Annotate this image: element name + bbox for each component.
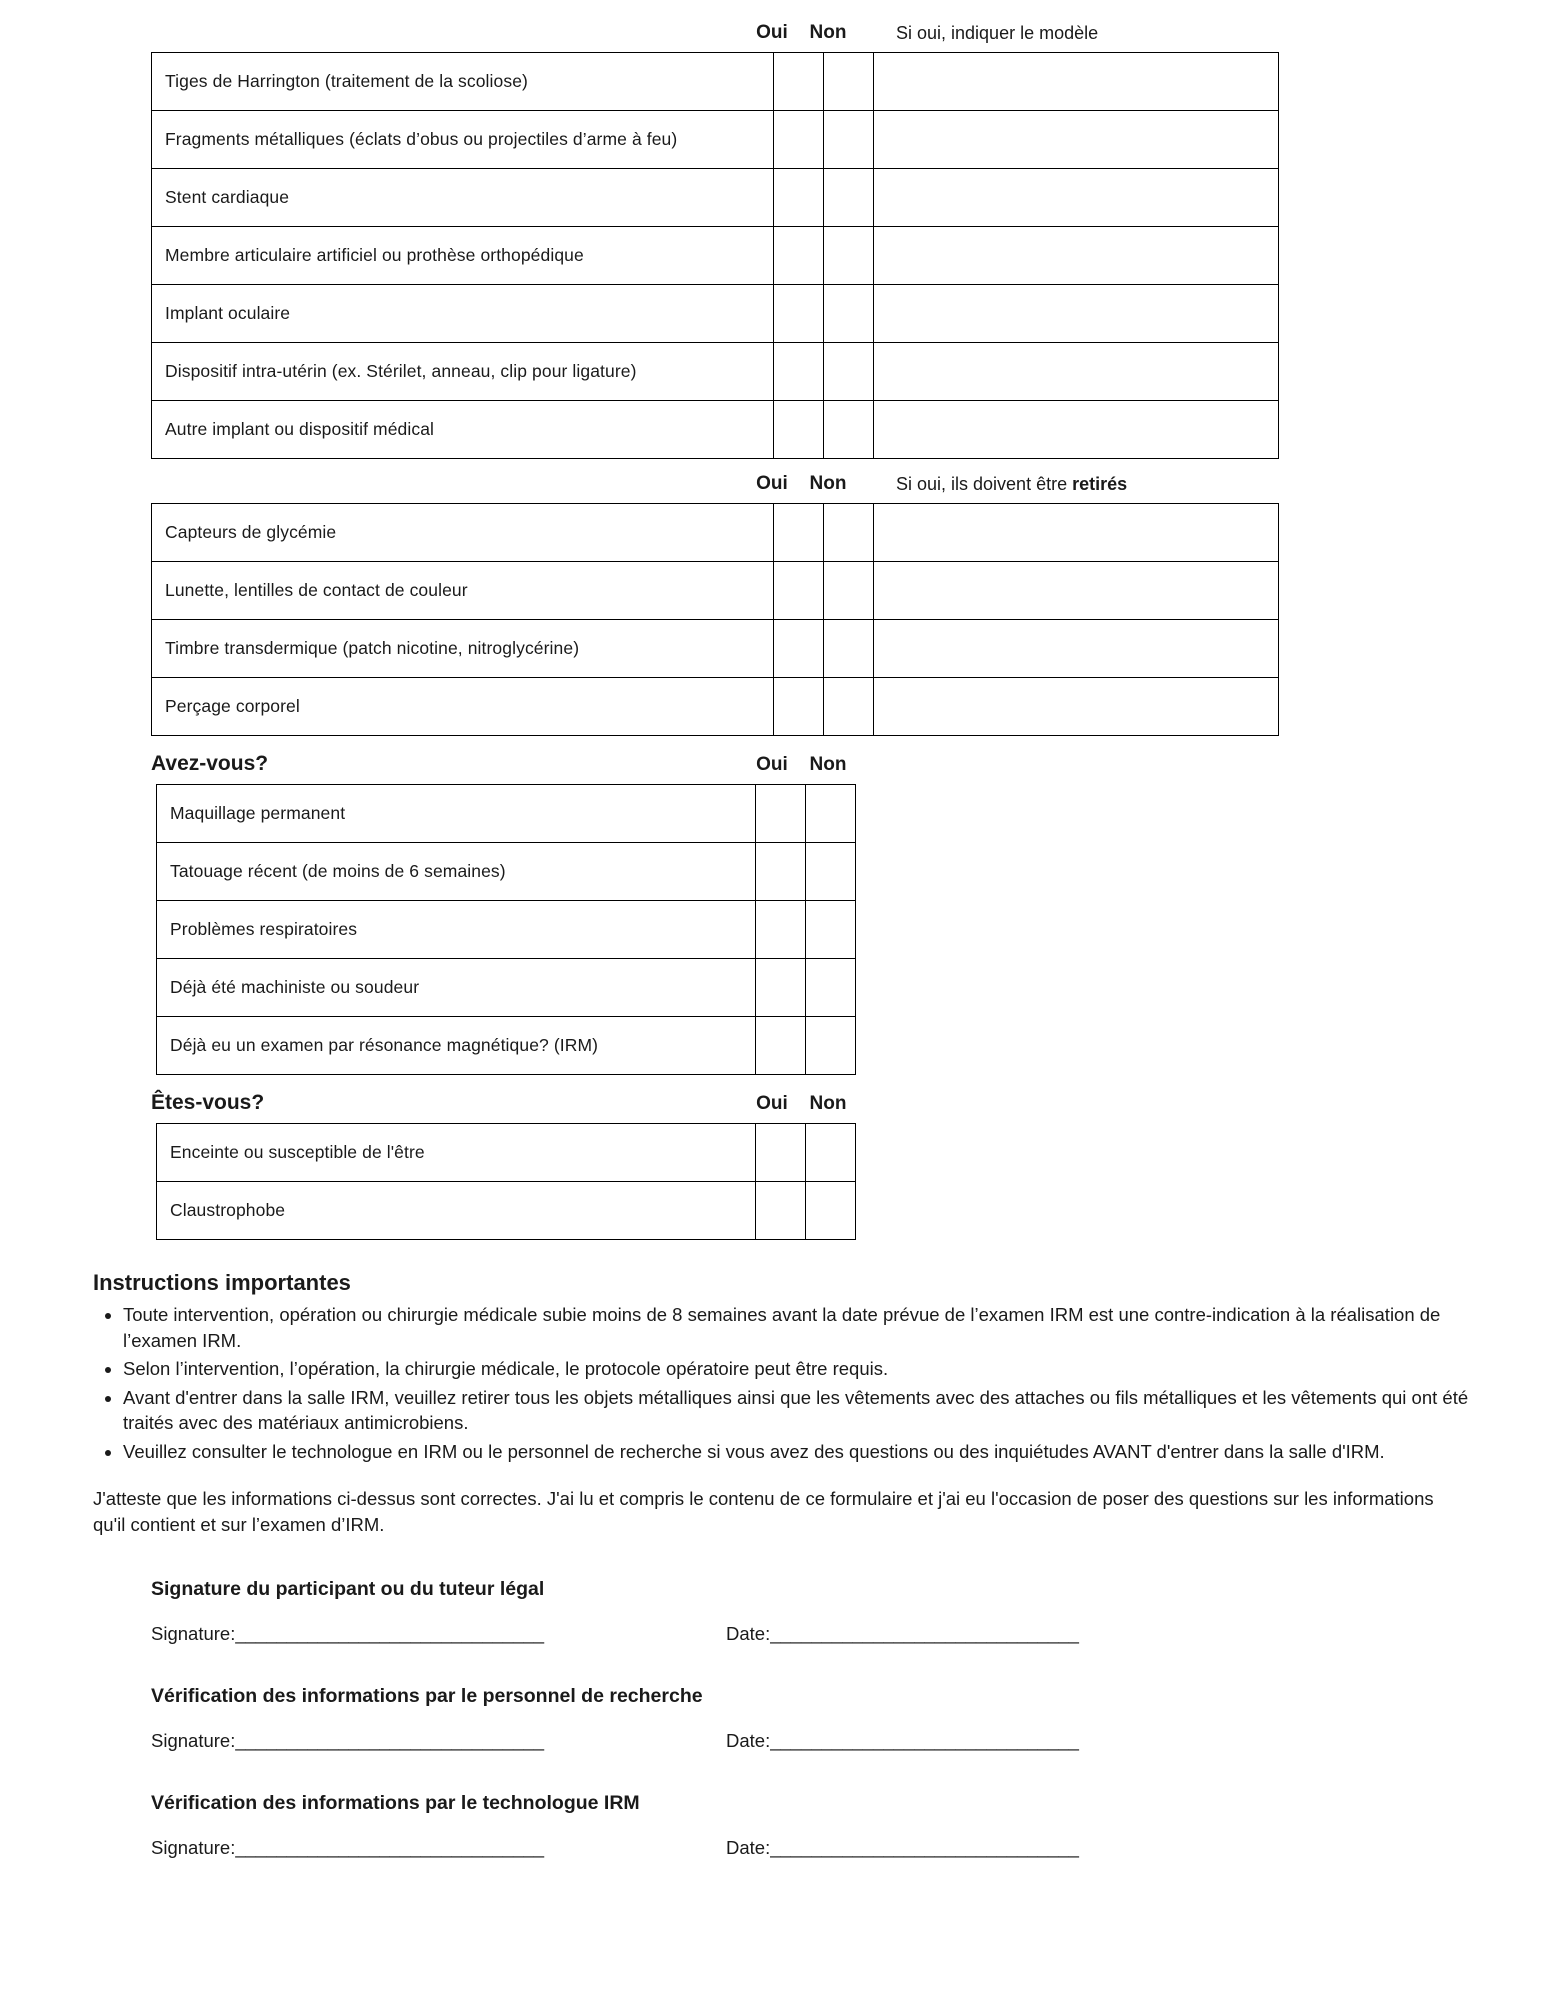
removal-note-emphasis: retirés [1072,474,1128,494]
date-blank-line: ______________________________ [770,1622,1079,1644]
table-row [152,285,1279,343]
checkbox-cell-non[interactable] [806,1017,856,1075]
checkbox-cell-non[interactable] [806,1124,856,1182]
avez-vous-table-body [157,785,856,1075]
model-input-cell[interactable] [874,53,1279,111]
table-row [152,343,1279,401]
removable-items-table [151,503,1279,736]
model-input-cell[interactable] [874,285,1279,343]
row-label: Stent cardiaque [152,169,774,227]
table-row [157,785,856,843]
checkbox-cell-non[interactable] [824,111,874,169]
checkbox-cell-oui[interactable] [756,785,806,843]
row-label: Implant oculaire [152,285,774,343]
signature-label: Signature: [151,1622,236,1644]
participant-date-field[interactable] [726,1623,1079,1645]
checkbox-cell-oui[interactable] [774,678,824,736]
checkbox-cell-non[interactable] [824,53,874,111]
detail-input-cell[interactable] [874,504,1279,562]
model-input-cell[interactable] [874,343,1279,401]
checkbox-cell-oui[interactable] [774,285,824,343]
checkbox-cell-non[interactable] [806,785,856,843]
participant-signature-field[interactable] [151,1623,726,1645]
table-row [152,227,1279,285]
checkbox-cell-oui[interactable] [774,401,824,459]
etes-vous-table-body [157,1124,856,1240]
technologist-signature-field[interactable] [151,1837,726,1859]
table-row [152,111,1279,169]
table-row [157,1017,856,1075]
row-label: Enceinte ou susceptible de l'être [157,1124,756,1182]
table-row [157,959,856,1017]
checkbox-cell-non[interactable] [824,401,874,459]
detail-input-cell[interactable] [874,562,1279,620]
removable-items-table-body [152,504,1279,736]
checkbox-cell-oui[interactable] [756,959,806,1017]
signature-blank-line: ______________________________ [235,1836,545,1858]
signature-label: Signature: [151,1836,236,1858]
checkbox-cell-non[interactable] [824,678,874,736]
implants-table-body [152,53,1279,459]
signature-block-title: Signature du participant ou du tuteur légal [151,1577,545,1600]
checkbox-cell-non[interactable] [824,504,874,562]
table-row [157,901,856,959]
checkbox-cell-oui[interactable] [756,1017,806,1075]
section-title-etes-vous: Êtes-vous? [151,1091,265,1114]
checkbox-cell-oui[interactable] [774,620,824,678]
checkbox-cell-oui[interactable] [774,227,824,285]
table-row [152,53,1279,111]
detail-input-cell[interactable] [874,620,1279,678]
signature-blank-line: ______________________________ [235,1622,545,1644]
signature-section-research-staff [151,1685,1489,1752]
section-title-avez-vous: Avez-vous? [151,752,269,775]
row-label: Lunette, lentilles de contact de couleur [152,562,774,620]
column-header-oui: Oui [756,754,788,775]
column-header-oui: Oui [756,22,788,43]
row-label: Déjà eu un examen par résonance magnétique? (IRM) [157,1017,756,1075]
table-row [152,504,1279,562]
attestation-paragraph: J'atteste que les informations ci-dessus sont correctes. J'ai lu et compris le contenu de ce formulaire et j'ai eu l'occasion de poser des questions sur les informations qu'il contient et sur l’examen d’IRM. [93,1488,1434,1535]
avez-vous-table [156,784,856,1075]
date-label: Date: [726,1836,771,1858]
column-header-oui: Oui [756,473,788,494]
etes-vous-table [156,1123,856,1240]
checkbox-cell-non[interactable] [824,169,874,227]
list-item: • Veuillez consulter le technologue en IRM ou le personnel de recherche si vous avez des questions ou des inquiétudes AVANT d'entrer dans la salle d'IRM. [123,1439,1489,1465]
signature-label: Signature: [151,1729,236,1751]
signature-block-title: Vérification des informations par le personnel de recherche [151,1684,703,1707]
research-staff-signature-field[interactable] [151,1730,726,1752]
table-row [152,401,1279,459]
instructions-heading: Instructions importantes [93,1270,351,1295]
checkbox-cell-oui[interactable] [774,504,824,562]
row-label: Timbre transdermique (patch nicotine, nitroglycérine) [152,620,774,678]
row-label: Perçage corporel [152,678,774,736]
table-row [152,562,1279,620]
column-header-non: Non [809,1093,847,1114]
checkbox-cell-non[interactable] [806,1182,856,1240]
column-header-non: Non [809,473,847,494]
table-row [152,169,1279,227]
checkbox-cell-non[interactable] [824,227,874,285]
column-header-non: Non [809,754,847,775]
signature-line-row [151,1730,1489,1752]
row-label: Capteurs de glycémie [152,504,774,562]
signature-line-row [151,1837,1489,1859]
table-row [152,620,1279,678]
list-item: • Selon l’intervention, l’opération, la chirurgie médicale, le protocole opératoire peut être requis. [123,1356,1489,1382]
checkbox-cell-non[interactable] [824,285,874,343]
instructions-list [93,1302,1489,1464]
row-label: Dispositif intra-utérin (ex. Stérilet, anneau, clip pour ligature) [152,343,774,401]
row-label: Maquillage permanent [157,785,756,843]
signature-block-title: Vérification des informations par le technologue IRM [151,1791,640,1814]
checkbox-cell-oui[interactable] [774,562,824,620]
checkbox-cell-oui[interactable] [774,111,824,169]
detail-input-cell[interactable] [874,678,1279,736]
checkbox-cell-oui[interactable] [756,1124,806,1182]
checkbox-cell-non[interactable] [824,562,874,620]
checkbox-cell-non[interactable] [824,343,874,401]
signature-blank-line: ______________________________ [235,1729,545,1751]
checkbox-cell-oui[interactable] [774,53,824,111]
date-label: Date: [726,1622,771,1644]
checkbox-cell-oui[interactable] [756,1182,806,1240]
table-row [157,843,856,901]
checkbox-cell-oui[interactable] [774,169,824,227]
signature-section-participant [151,1578,1489,1645]
row-label: Claustrophobe [157,1182,756,1240]
row-label: Fragments métalliques (éclats d’obus ou projectiles d’arme à feu) [152,111,774,169]
model-input-cell[interactable] [874,401,1279,459]
implants-table-column-header [56,22,1489,44]
checkbox-cell-oui[interactable] [756,843,806,901]
model-input-cell[interactable] [874,169,1279,227]
row-label: Tiges de Harrington (traitement de la scoliose) [152,53,774,111]
checkbox-cell-non[interactable] [806,959,856,1017]
checkbox-cell-oui[interactable] [756,901,806,959]
technologist-date-field[interactable] [726,1837,1079,1859]
table-row [157,1182,856,1240]
column-header-non: Non [809,22,847,43]
checkbox-cell-oui[interactable] [774,343,824,401]
list-item: • Avant d'entrer dans la salle IRM, veuillez retirer tous les objets métalliques ainsi que les vêtements avec des attaches ou fils métalliques et les vêtements qui ont été traités avec des matériaux antimicrobiens. [123,1385,1489,1436]
model-input-cell[interactable] [874,227,1279,285]
removal-note-text: Si oui, ils doivent être [896,474,1073,494]
row-label: Autre implant ou dispositif médical [152,401,774,459]
row-label: Problèmes respiratoires [157,901,756,959]
row-label: Déjà été machiniste ou soudeur [157,959,756,1017]
research-staff-date-field[interactable] [726,1730,1079,1752]
model-input-cell[interactable] [874,111,1279,169]
row-label: Tatouage récent (de moins de 6 semaines) [157,843,756,901]
avez-vous-header [56,752,1489,776]
signature-section-mri-technologist [151,1792,1489,1859]
removable-table-column-header [56,473,1489,495]
checkbox-cell-non[interactable] [806,843,856,901]
row-label: Membre articulaire artificiel ou prothèse orthopédique [152,227,774,285]
table-row [157,1124,856,1182]
column-header-oui: Oui [756,1093,788,1114]
date-blank-line: ______________________________ [770,1836,1079,1858]
checkbox-cell-non[interactable] [824,620,874,678]
list-item: • Toute intervention, opération ou chirurgie médicale subie moins de 8 semaines avant la date prévue de l’examen IRM est une contre-indication à la réalisation de l’examen IRM. [123,1302,1489,1353]
model-column-note: Si oui, indiquer le modèle [896,23,1099,43]
removal-note [896,474,1127,495]
table-row [152,678,1279,736]
date-blank-line: ______________________________ [770,1729,1079,1751]
signature-line-row [151,1623,1489,1645]
date-label: Date: [726,1729,771,1751]
checkbox-cell-non[interactable] [806,901,856,959]
etes-vous-header [56,1091,1489,1115]
implants-table [151,52,1279,459]
